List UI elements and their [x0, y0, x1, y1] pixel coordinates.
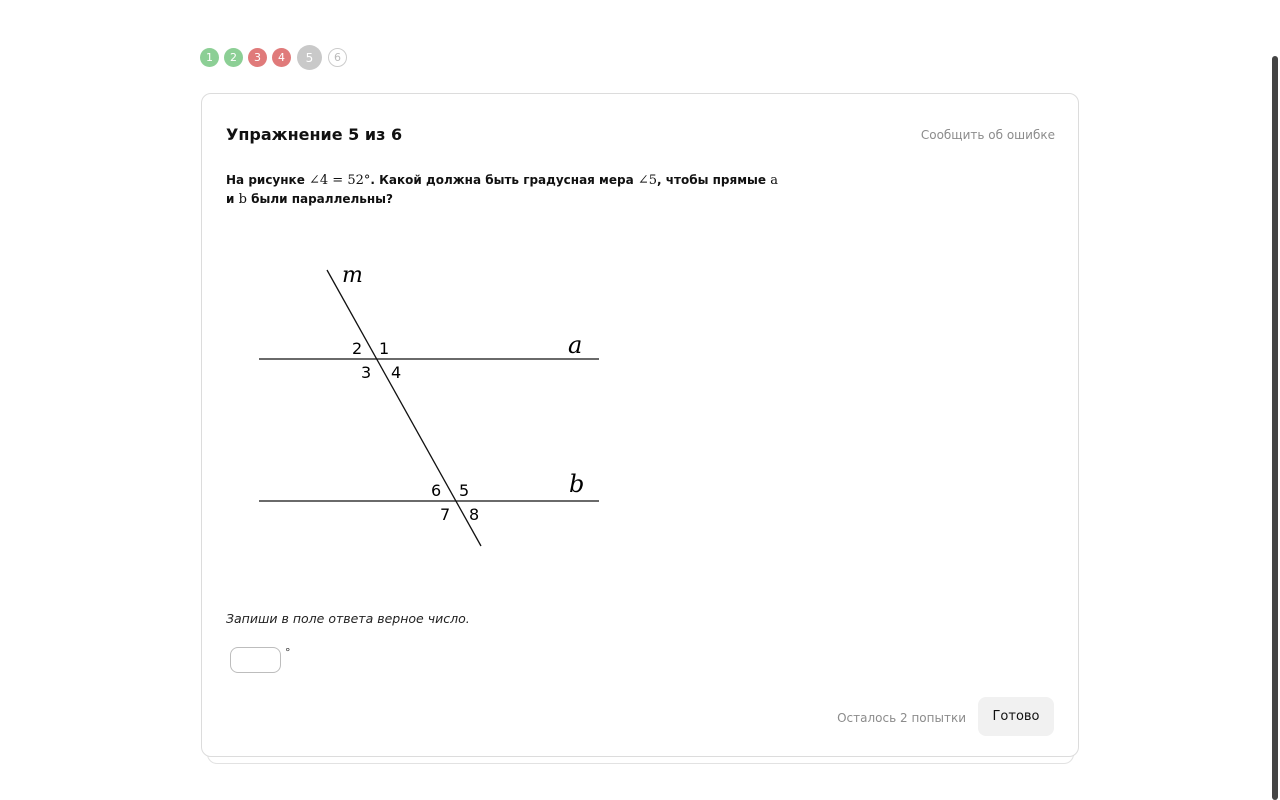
- label-a: a: [568, 331, 583, 359]
- given-angle: ∠4 = 52°: [309, 173, 371, 188]
- page-scrollbar[interactable]: [1272, 56, 1278, 800]
- parallel-lines-diagram: [242, 254, 622, 554]
- progress-step-5-current[interactable]: 5: [297, 45, 322, 70]
- angle-label-4: 4: [391, 363, 402, 382]
- angle-label-5: 5: [459, 481, 470, 500]
- angle-label-8: 8: [469, 505, 480, 524]
- report-error-link[interactable]: Сообщить об ошибке: [920, 128, 1055, 142]
- transversal-m: [327, 270, 481, 546]
- label-b: b: [569, 470, 585, 498]
- angle-label-7: 7: [440, 505, 451, 524]
- angle-label-1: 1: [379, 339, 390, 358]
- target-angle: ∠5: [637, 173, 658, 188]
- exercise-card: [201, 93, 1079, 757]
- angle-label-6: 6: [431, 481, 442, 500]
- progress-step-4[interactable]: 4: [272, 48, 291, 67]
- progress-step-3[interactable]: 3: [248, 48, 267, 67]
- degree-sign: °: [285, 646, 291, 659]
- done-button[interactable]: Готово: [978, 697, 1054, 736]
- label-m: m: [342, 263, 363, 288]
- answer-input[interactable]: [230, 647, 281, 673]
- progress-step-2[interactable]: 2: [224, 48, 243, 67]
- answer-instruction: Запиши в поле ответа верное число.: [226, 611, 470, 626]
- angle-label-2: 2: [352, 339, 363, 358]
- angle-label-3: 3: [361, 363, 372, 382]
- exercise-progress: [200, 45, 347, 70]
- progress-step-6[interactable]: 6: [328, 48, 347, 67]
- attempts-remaining: Осталось 2 попытки: [837, 711, 966, 725]
- progress-step-1[interactable]: 1: [200, 48, 219, 67]
- question-text: На рисунке ∠4 = 52°. Какой должна быть градусная мера ∠5, чтобы прямые a и b были параллельны?: [226, 173, 778, 207]
- exercise-title: Упражнение 5 из 6: [226, 125, 403, 144]
